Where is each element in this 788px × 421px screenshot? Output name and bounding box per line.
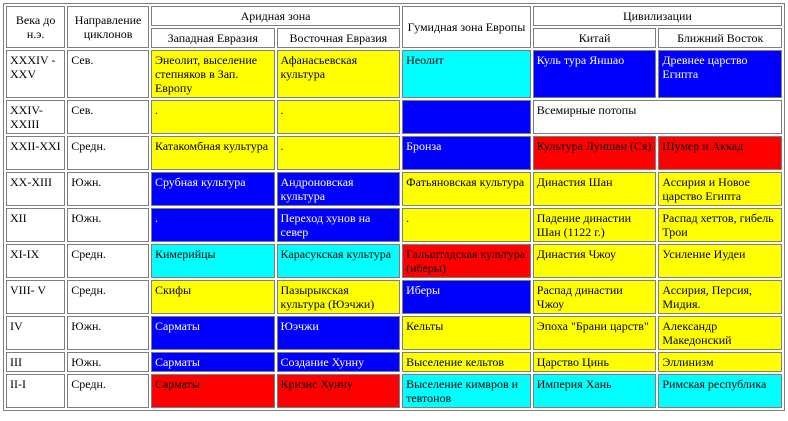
humid-zone-cell	[402, 100, 531, 134]
table-row	[6, 136, 782, 170]
eastern-eurasia-cell: Кризис Хунну	[277, 374, 401, 408]
humid-zone-cell: Иберы	[402, 280, 531, 314]
western-eurasia-cell: Сарматы	[151, 316, 275, 350]
header-humid-zone: Гумидная зона Европы	[402, 6, 531, 48]
civilizations-span-cell: Всемирные потопы	[533, 100, 782, 134]
humid-zone-cell: Неолит	[402, 50, 531, 98]
western-eurasia-cell: Срубная культура	[151, 172, 275, 206]
cyclones-cell: Южн.	[67, 208, 149, 242]
china-cell: Распад династии Чжоу	[533, 280, 657, 314]
cyclones-cell: Южн.	[67, 352, 149, 372]
china-cell: Куль тура Яншао	[533, 50, 657, 98]
humid-zone-cell: Фатьяновская культура	[402, 172, 531, 206]
china-cell: Царство Цинь	[533, 352, 657, 372]
cyclones-cell: Средн.	[67, 244, 149, 278]
humid-zone-cell: Выселение кельтов	[402, 352, 531, 372]
eastern-eurasia-cell: Пазырыкская культура (Юэчжи)	[277, 280, 401, 314]
humid-zone-cell: .	[402, 208, 531, 242]
china-cell: Культура Луншан (Ся)	[533, 136, 657, 170]
century-cell: XXIV-XXIII	[6, 100, 65, 134]
table-row	[6, 100, 782, 134]
century-cell: XX-XIII	[6, 172, 65, 206]
western-eurasia-cell: Скифы	[151, 280, 275, 314]
table-row	[6, 280, 782, 314]
cyclones-cell: Средн.	[67, 136, 149, 170]
western-eurasia-cell: .	[151, 208, 275, 242]
china-cell: Империя Хань	[533, 374, 657, 408]
near-east-cell: Ассирия и Новое царство Египта	[658, 172, 782, 206]
eastern-eurasia-cell: Карасукская культура	[277, 244, 401, 278]
cyclones-cell: Сев.	[67, 50, 149, 98]
header-row-1	[6, 6, 782, 26]
eastern-eurasia-cell: Создание Хунну	[277, 352, 401, 372]
western-eurasia-cell: Энеолит, высeление степняков в Зап. Европу	[151, 50, 275, 98]
header-china: Китай	[533, 28, 657, 48]
table-row	[6, 208, 782, 242]
table-row	[6, 374, 782, 408]
table-row	[6, 316, 782, 350]
near-east-cell: Римская республика	[658, 374, 782, 408]
china-cell: Династия Чжоу	[533, 244, 657, 278]
near-east-cell: Александр Македонский	[658, 316, 782, 350]
near-east-cell: Усиление Иудеи	[658, 244, 782, 278]
cyclones-cell: Средн.	[67, 280, 149, 314]
century-cell: III	[6, 352, 65, 372]
humid-zone-cell: Гальштадская культура (иберы)	[402, 244, 531, 278]
china-cell: Эпоха "Брани царств"	[533, 316, 657, 350]
header-cyclones: Направление циклонов	[67, 6, 149, 48]
century-cell: IV	[6, 316, 65, 350]
western-eurasia-cell: Сарматы	[151, 374, 275, 408]
near-east-cell: Древнее царство Египта	[658, 50, 782, 98]
century-cell: XII	[6, 208, 65, 242]
century-cell: XXII-XXI	[6, 136, 65, 170]
header-near-east: Ближний Восток	[658, 28, 782, 48]
table-row	[6, 352, 782, 372]
cyclones-cell: Средн.	[67, 374, 149, 408]
cyclones-cell: Сев.	[67, 100, 149, 134]
header-arid-zone: Аридная зона	[151, 6, 400, 26]
header-civilizations: Цивилизации	[533, 6, 782, 26]
china-cell: Династия Шан	[533, 172, 657, 206]
table-row	[6, 172, 782, 206]
table-row	[6, 244, 782, 278]
century-cell: VIII- V	[6, 280, 65, 314]
western-eurasia-cell: Кимерийцы	[151, 244, 275, 278]
western-eurasia-cell: .	[151, 100, 275, 134]
humid-zone-cell: Бронза	[402, 136, 531, 170]
western-eurasia-cell: Катакомбная культура	[151, 136, 275, 170]
cyclones-cell: Южн.	[67, 172, 149, 206]
near-east-cell: Распад хеттов, гибель Трои	[658, 208, 782, 242]
western-eurasia-cell: Сарматы	[151, 352, 275, 372]
eastern-eurasia-cell: .	[277, 100, 401, 134]
near-east-cell: Шумер и Аккад	[658, 136, 782, 170]
humid-zone-cell: Кельты	[402, 316, 531, 350]
near-east-cell: Ассирия, Персия, Мидия.	[658, 280, 782, 314]
header-western-eurasia: Западная Евразия	[151, 28, 275, 48]
eastern-eurasia-cell: Андроновская культура	[277, 172, 401, 206]
eastern-eurasia-cell: Афанасьевская культура	[277, 50, 401, 98]
china-cell: Падение династии Шан (1122 г.)	[533, 208, 657, 242]
eastern-eurasia-cell: Переход хунов на север	[277, 208, 401, 242]
eastern-eurasia-cell: Юэчжи	[277, 316, 401, 350]
cyclones-cell: Южн.	[67, 316, 149, 350]
header-century: Века до н.э.	[6, 6, 65, 48]
humid-zone-cell: Выселение кимвров и тевтонов	[402, 374, 531, 408]
header-eastern-eurasia: Восточная Евразия	[277, 28, 401, 48]
table-row	[6, 50, 782, 98]
chronology-table	[3, 3, 785, 411]
century-cell: XXXIV - XXV	[6, 50, 65, 98]
century-cell: XI-IX	[6, 244, 65, 278]
century-cell: II-I	[6, 374, 65, 408]
near-east-cell: Эллинизм	[658, 352, 782, 372]
eastern-eurasia-cell: .	[277, 136, 401, 170]
